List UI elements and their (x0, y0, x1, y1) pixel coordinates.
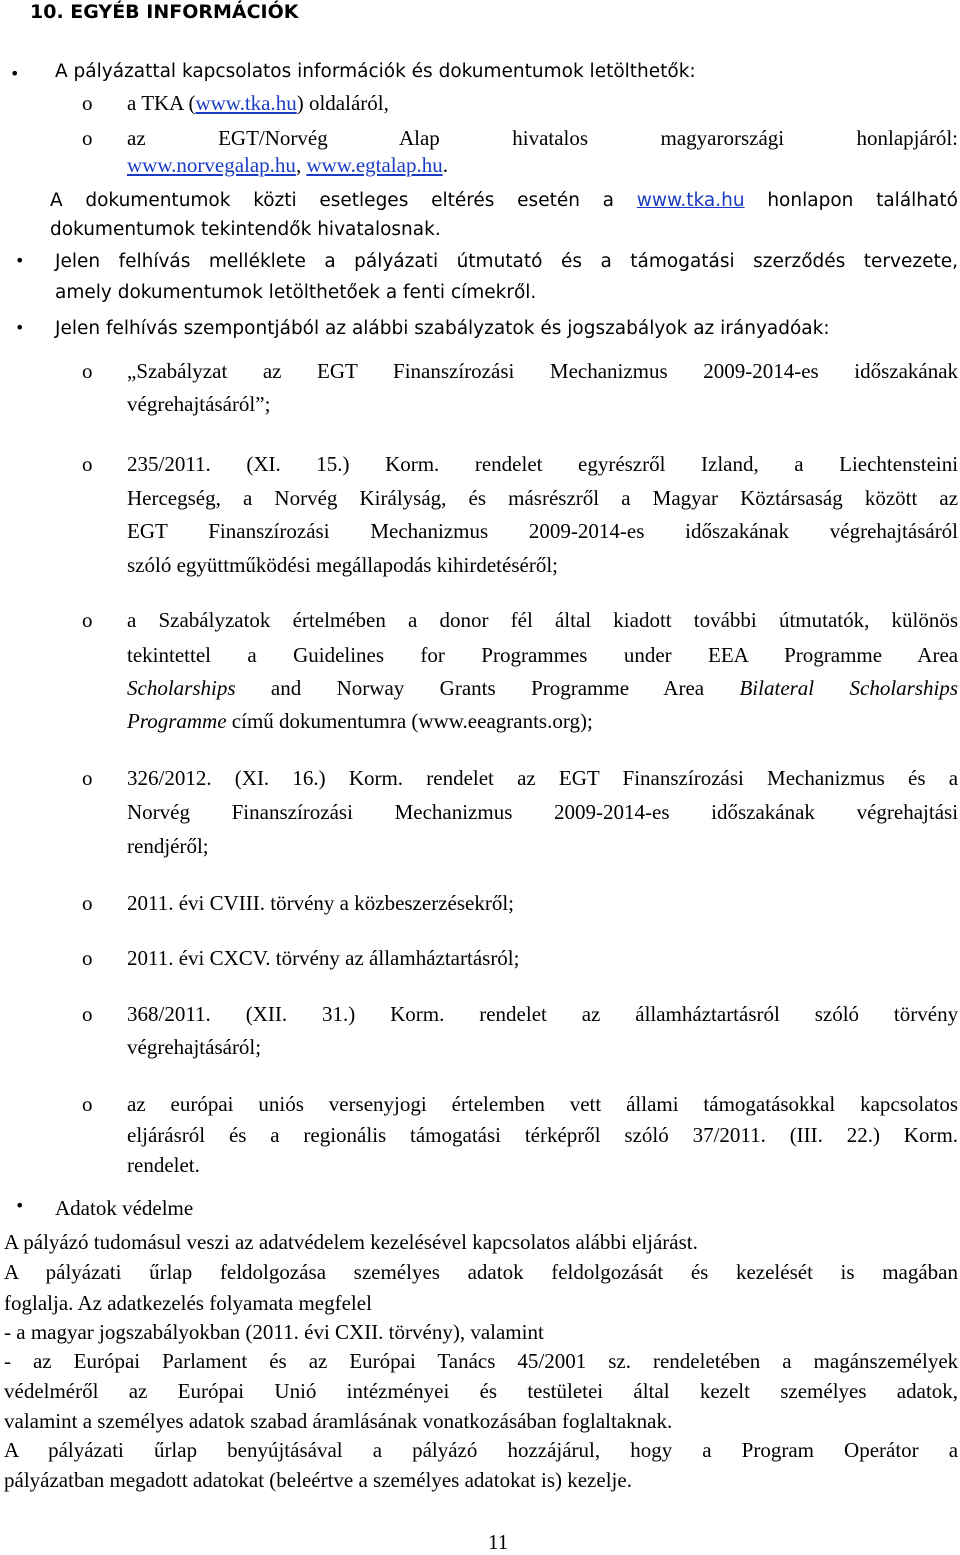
word: Grants (439, 676, 496, 700)
word: törvény (893, 1002, 959, 1026)
word: a (242, 486, 253, 510)
word: and (270, 676, 302, 700)
sub-item-text (127, 91, 389, 116)
word: pályázati (45, 1260, 122, 1284)
word: honlapon (767, 190, 854, 211)
bullet-icon: • (15, 318, 25, 337)
word: végrehajtásáról (829, 519, 959, 543)
word: Unió (274, 1379, 317, 1403)
word: az (517, 766, 536, 790)
sub-bullet-icon: o (82, 766, 93, 790)
regulation-line (127, 392, 270, 417)
word: az (127, 1092, 146, 1116)
word: Európai (177, 1379, 245, 1403)
bullet-icon: • (15, 251, 25, 270)
paragraph-line (4, 1349, 958, 1374)
regulation-line (127, 1035, 261, 1060)
sub-bullet-icon: o (82, 452, 93, 476)
word: az (128, 1379, 148, 1403)
note-line: dokumentumok tekintendők hivatalosnak. (50, 219, 441, 240)
word: eltérés (431, 190, 495, 211)
word: Finanszírozási (208, 519, 330, 543)
word: a (408, 608, 418, 632)
word: az (581, 1002, 601, 1026)
bullet-text: Adatok védelme (55, 1196, 194, 1220)
word: űrlap (153, 1438, 198, 1462)
tka-link[interactable]: www.tka.hu (195, 91, 297, 115)
word: között (864, 486, 918, 510)
word: Köztársaság (740, 486, 843, 510)
word: másrészről (508, 486, 600, 510)
word: A (4, 1260, 19, 1284)
word: Guidelines (293, 643, 385, 667)
word: hozzájárul, (507, 1438, 601, 1462)
word: Finanszírozási (622, 766, 744, 790)
regulation-line (127, 1092, 958, 1117)
word: pályázatban megadott adatokat (beleértve a személyes adatokat is) kezelje. (4, 1468, 632, 1492)
word: szóló (814, 1002, 860, 1026)
word: 22.) (846, 1123, 880, 1147)
word: időszakának (685, 519, 789, 543)
word: szóló (624, 1123, 669, 1147)
sub-bullet-icon: o (82, 1002, 93, 1026)
word: Mechanizmus (394, 800, 513, 824)
regulation-line (127, 1153, 200, 1178)
word: Programmes (481, 643, 588, 667)
word: Korm. (348, 766, 404, 790)
tka-link[interactable]: www.tka.hu (636, 190, 745, 211)
regulation-line (127, 452, 958, 477)
word: under (623, 643, 672, 667)
word: A pályázó tudomásul veszi az adatvédelem kezelésével kapcsolatos alábbi eljárást. (4, 1230, 698, 1254)
word: feldolgozása (219, 1260, 327, 1284)
word: testületei (527, 1379, 604, 1403)
bullet-icon: • (15, 1196, 25, 1215)
word: a (602, 190, 614, 211)
word: különös (891, 608, 959, 632)
regulation-line (127, 643, 958, 668)
word: pályázati (354, 251, 439, 272)
word: felhívás (118, 251, 191, 272)
word: a (702, 1438, 712, 1462)
section-heading: 10. EGYÉB INFORMÁCIÓK (30, 1, 299, 23)
paragraph-line (4, 1438, 958, 1463)
word: támogatási (630, 251, 735, 272)
word: a (247, 643, 257, 667)
egtalap-link[interactable]: www.egtalap.hu (306, 153, 443, 177)
regulation-line (127, 676, 958, 701)
word: 326/2012. (127, 766, 212, 790)
word: a (948, 766, 959, 790)
regulation-line (127, 834, 209, 859)
word: magánszemélyek (813, 1349, 959, 1373)
word: (III. (789, 1123, 823, 1147)
regulation-line (127, 1123, 958, 1148)
word: valamint a személyes adatok szabad áramlásának vonatkozásában foglaltaknak. (4, 1409, 673, 1433)
word: pályázati (48, 1438, 124, 1462)
word: Szabályzatok (158, 608, 271, 632)
word: a (948, 1438, 959, 1462)
word: EEA (708, 643, 748, 667)
word: feldolgozását (551, 1260, 664, 1284)
sub-bullet-icon: o (82, 891, 93, 915)
word: - (4, 1349, 11, 1373)
regulation-line (127, 1002, 958, 1027)
word: útmutatók, (778, 608, 870, 632)
word: A (4, 1438, 19, 1462)
word: 368/2011. (127, 1002, 211, 1026)
word: és (269, 1349, 287, 1373)
word: rendelet (426, 766, 494, 790)
word: rendeletében (652, 1349, 761, 1373)
word: Európai (73, 1349, 141, 1373)
note-line (50, 190, 958, 211)
word: (XI. (246, 452, 281, 476)
bullet-text: Jelen felhívás szempontjából az alábbi szabályzatok és jogszabályok az irányadóak: (55, 318, 830, 339)
word: egyrészről (578, 452, 666, 476)
word: Izland, (701, 452, 759, 476)
word: Programme (531, 676, 630, 700)
word: Korm. (385, 452, 440, 476)
word: 37/2011. (692, 1123, 766, 1147)
word: 16.) (292, 766, 326, 790)
word: esetén (517, 190, 580, 211)
word: végrehajtási (856, 800, 959, 824)
word: szóló együttműködési megállapodás kihirdetéséről; (127, 553, 558, 577)
word: rendelet (479, 1002, 547, 1026)
text: a TKA ( (127, 91, 196, 115)
word: a (324, 251, 336, 272)
word: támogatási (410, 1123, 501, 1147)
word: Program (741, 1438, 814, 1462)
word: a (270, 1123, 280, 1147)
word: kiadott (613, 608, 672, 632)
sub-bullet-icon: o (82, 608, 93, 632)
word: kapcsolatos (860, 1092, 959, 1116)
word: által (633, 1379, 670, 1403)
text: , (295, 153, 307, 177)
paragraph-line (4, 1409, 672, 1434)
sub-bullet-icon: o (82, 946, 93, 970)
word: a (621, 486, 631, 510)
word: Finanszírozási (231, 800, 353, 824)
norvegalap-link[interactable]: www.norvegalap.hu (127, 153, 296, 177)
word: a (127, 608, 137, 632)
word: Norvég (127, 800, 190, 824)
bullet-text: A pályázattal kapcsolatos információk és dokumentumok letölthetők: (55, 61, 696, 82)
word: Programme (784, 643, 883, 667)
word: közti (253, 190, 297, 211)
word: található (876, 190, 958, 211)
word: donor (439, 608, 489, 632)
sub-bullet-icon: o (82, 91, 93, 115)
word: Alap (398, 126, 440, 150)
regulation-line (127, 553, 558, 578)
word: időszakának (711, 800, 815, 824)
word: Korm. (390, 1002, 445, 1026)
word: sz. (608, 1349, 631, 1373)
word: rendelet (474, 452, 543, 476)
word: intézményei (346, 1379, 450, 1403)
word: védelméről (4, 1379, 99, 1403)
word: Tanács (437, 1349, 496, 1373)
word: személyes (780, 1379, 867, 1403)
word: értelemben (451, 1092, 545, 1116)
text: ) oldaláról, (296, 91, 389, 115)
word: időszakának (854, 359, 959, 383)
word: (XI. (234, 766, 270, 790)
word: európai (170, 1092, 234, 1116)
word: A (50, 190, 63, 211)
word: magában (882, 1260, 958, 1284)
word: Area (663, 676, 705, 700)
sub-bullet-icon: o (82, 1092, 93, 1116)
text: . (442, 153, 448, 177)
regulation-line (127, 486, 958, 511)
word: hogy (630, 1438, 673, 1462)
bullet-text: amely dokumentumok letölthetőek a fenti címekről. (55, 282, 537, 303)
word: a (782, 1349, 792, 1373)
word: vett (569, 1092, 602, 1116)
italic-title: Programme (127, 709, 227, 733)
paragraph-line (4, 1468, 632, 1493)
word: 2011. évi CXCV. törvény az államháztartásról; (127, 946, 520, 970)
word: államháztartásról (635, 1002, 780, 1026)
regulation-line (127, 946, 519, 971)
word: kezelését (735, 1260, 813, 1284)
word: (XII. (245, 1002, 288, 1026)
paragraph-line (4, 1291, 372, 1316)
italic-title: Scholarships (127, 676, 236, 700)
word: kezelt (699, 1379, 750, 1403)
word: a (600, 251, 612, 272)
italic-title: Bilateral Scholarships (739, 676, 959, 700)
regulation-line (127, 891, 514, 916)
word: Európai (349, 1349, 416, 1373)
word: 2009-2014-es (703, 359, 819, 383)
word: benyújtásával (227, 1438, 343, 1462)
word: és (690, 1260, 709, 1284)
paragraph-line (4, 1379, 958, 1404)
word: Norvég (274, 486, 338, 510)
word: végrehajtásáról; (127, 1035, 262, 1059)
word: EGT/Norvég (218, 126, 328, 150)
word: rendelet. (127, 1153, 200, 1177)
word: térképről (524, 1123, 601, 1147)
word: rendjéről; (127, 834, 209, 858)
word: állami (626, 1092, 679, 1116)
word: Parlament (162, 1349, 248, 1373)
regulation-line (127, 709, 593, 734)
word: EGT (558, 766, 600, 790)
word: a (794, 452, 804, 476)
word: pályázó (412, 1438, 478, 1462)
word: 2009-2014-es (528, 519, 645, 543)
sub-bullet-icon: o (82, 359, 93, 383)
word: - a magyar jogszabályokban (2011. évi CXII. törvény), valamint (4, 1320, 544, 1344)
word: EGT (317, 359, 358, 383)
word: melléklete (208, 251, 306, 272)
word: Mechanizmus (767, 766, 885, 790)
word: versenyjogi (328, 1092, 427, 1116)
word: EGT (127, 519, 168, 543)
word: 31.) (321, 1002, 356, 1026)
word: az (262, 359, 282, 383)
word: az (939, 486, 959, 510)
word: uniós (258, 1092, 304, 1116)
sub-bullet-icon: o (82, 126, 93, 150)
word: Finanszírozási (393, 359, 515, 383)
word: is (840, 1260, 855, 1284)
word: Mechanizmus (549, 359, 668, 383)
word: által (554, 608, 592, 632)
word: adatok, (896, 1379, 959, 1403)
paragraph-line (4, 1260, 958, 1285)
word: Area (917, 643, 959, 667)
word: esetleges (319, 190, 409, 211)
word: tervezete, (863, 251, 958, 272)
word: személyes (353, 1260, 440, 1284)
word: magyarországi (660, 126, 785, 150)
regulation-line (127, 359, 958, 384)
word: dokumentumok (85, 190, 231, 211)
word: Liechtensteini (839, 452, 959, 476)
word: tekintettel (127, 643, 211, 667)
word: foglalja. Az adatkezelés folyamata megfelel (4, 1291, 372, 1315)
word: a (372, 1438, 383, 1462)
word: végrehajtásáról”; (127, 392, 271, 416)
word: Királyság, (359, 486, 447, 510)
word: és (908, 766, 926, 790)
word: Operátor (844, 1438, 919, 1462)
sub-item-line (127, 126, 958, 151)
bullet-icon: • (10, 64, 20, 83)
word: és (228, 1123, 247, 1147)
word: és (479, 1379, 498, 1403)
word: eljárásról (127, 1123, 206, 1147)
word: 2011. évi CVIII. törvény a közbeszerzésekről; (127, 891, 514, 915)
word: Jelen (55, 251, 101, 272)
word: for (420, 643, 445, 667)
bullet-text (55, 251, 958, 272)
regulation-line (127, 519, 958, 544)
word: Mechanizmus (370, 519, 489, 543)
word: szerződés (753, 251, 846, 272)
page-number: 11 (488, 1530, 509, 1554)
word: regionális (303, 1123, 387, 1147)
word: további (693, 608, 757, 632)
word: „Szabályzat (127, 359, 228, 383)
word: hivatalos (512, 126, 589, 150)
word: fél (510, 608, 533, 632)
word: támogatásokkal (703, 1092, 836, 1116)
word: 2009-2014-es (554, 800, 670, 824)
word: 15.) (316, 452, 350, 476)
word: az (32, 1349, 52, 1373)
regulation-line (127, 608, 958, 633)
text: című dokumentumra (www.eeagrants.org); (226, 709, 593, 733)
word: értelmében (292, 608, 386, 632)
word: az (308, 1349, 328, 1373)
word: és (560, 251, 582, 272)
regulation-line (127, 766, 958, 791)
sub-item-line (127, 153, 448, 178)
word: űrlap (149, 1260, 193, 1284)
word: útmutató (456, 251, 543, 272)
word: az (127, 126, 146, 150)
word: adatok (467, 1260, 524, 1284)
word: honlapjáról: (856, 126, 959, 150)
word: Hercegség, (127, 486, 221, 510)
word: Korm. (903, 1123, 959, 1147)
regulation-line (127, 800, 958, 825)
word: és (468, 486, 487, 510)
word: Norway (336, 676, 405, 700)
word: 235/2011. (127, 452, 211, 476)
word: 45/2001 (517, 1349, 587, 1373)
paragraph-line (4, 1320, 544, 1345)
word: Magyar (652, 486, 718, 510)
paragraph-line (4, 1230, 698, 1255)
